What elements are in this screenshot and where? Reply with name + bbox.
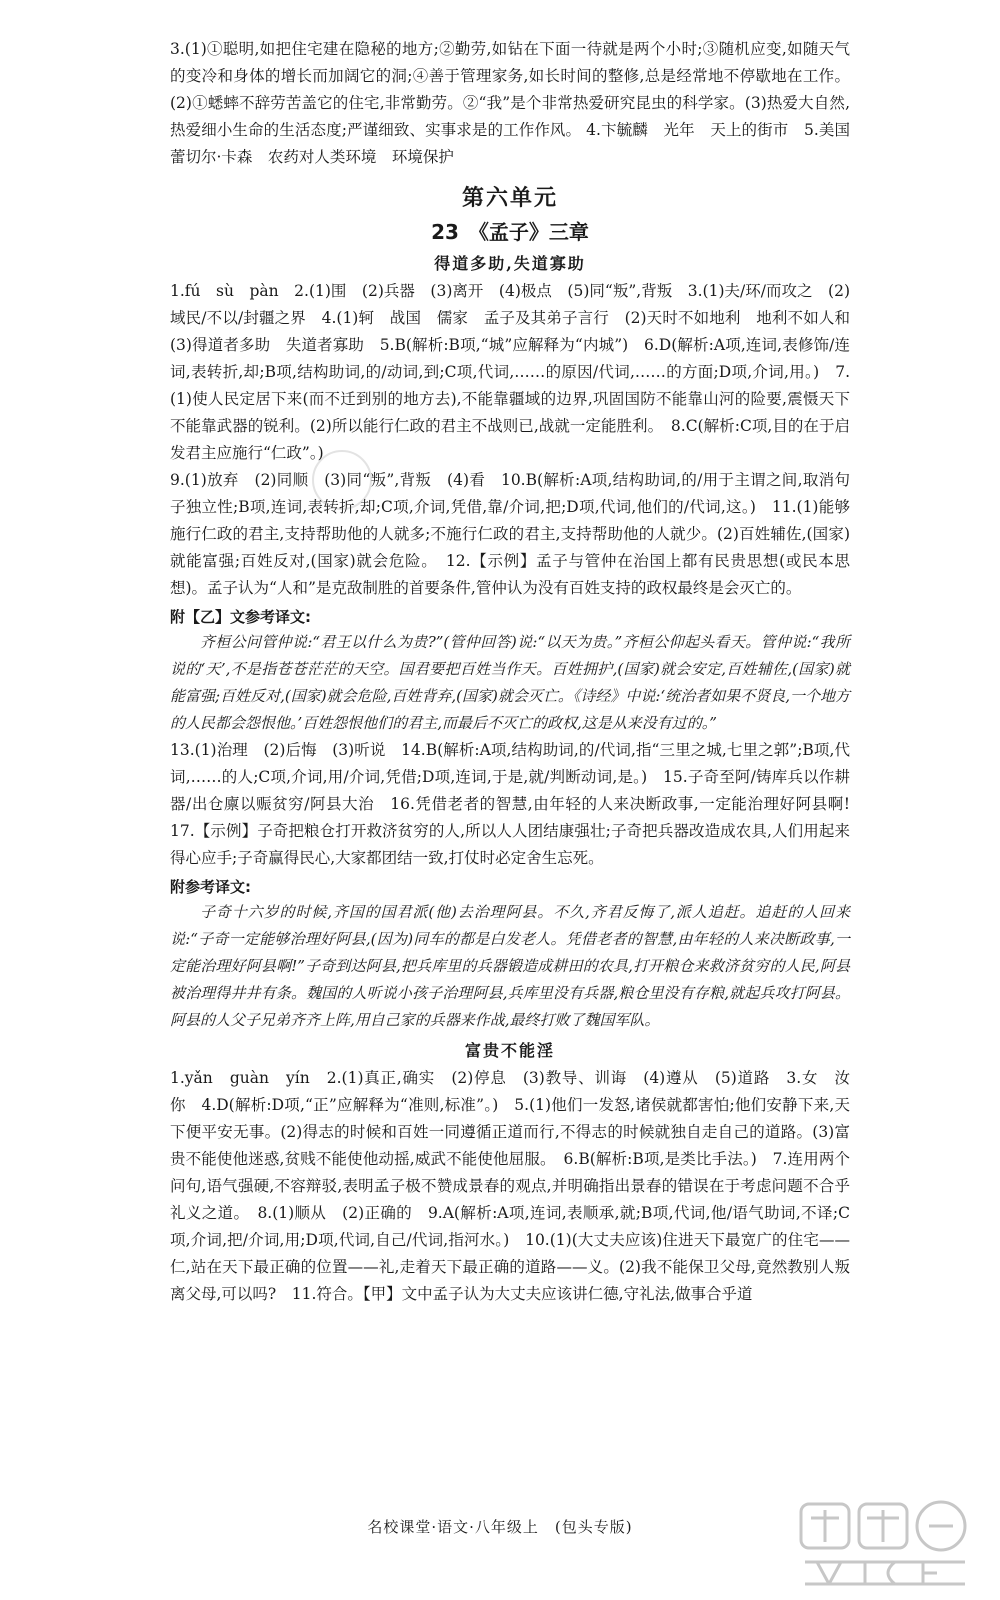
appendix-heading-ziqi: 附参考译文: <box>170 878 251 896</box>
paragraph-unit5-q3: 3.(1)①聪明,如把住宅建在隐秘的地方;②勤劳,如钻在下面一待就是两个小时;③随机应变,如随天气的变冷和身体的增长而加阔它的洞;④善于管理家务,如长时间的整修,总是经常地不停歇地在工作。(2)①蟋蟀不辞劳苦盖它的住宅,非常勤劳。②“我”是个非常热爱研究昆虫的科学家。(3)热爱大自然,热爱细小生命的生活态度;严谨细致、实事求是的工作作风。 4.卞毓麟 光年 天上的街市 5.美国 蕾切尔·卡森 农药对人类环境 环境保护 <box>170 40 866 166</box>
paragraph-ziqi-answers: 13.(1)治理 (2)后悔 (3)听说 14.B(解析:A项,结构助词,的/代词,指“三里之城,七里之郭”;B项,代词,……的人;C项,介词,用/介词,凭借;D项,连词,于是,就/判断动词,是。) 15.子奇至阿/铸库兵以作耕器/出仓廪以赈贫穷/阿县大治 16.凭借老者的智慧,由年轻的人来决断政事,一定能治理好阿县啊! 17.【示例】子奇把粮仓打开救济贫穷的人,所以人人团结康强壮;子奇把兵器改造成农具,人们用起来得心应手;子奇赢得民心,大家都团结一致,打仗时必定舍生忘死。 <box>170 741 866 867</box>
answer-page <box>170 36 866 1308</box>
faded-stamp-icon <box>312 450 372 510</box>
paragraph-fugui-answers: 1.yǎn guàn yín 2.(1)真正,确实 (2)停息 (3)教导、训诲 (4)遵从 (5)道路 3.女 汝 你 4.D(解析:D项,“正”应解释为“准则,标准”。) 5.(1)他们一发怒,诸侯就都害怕;他们安静下来,天下便平安无事。(2)得志的时候和百姓一同遵循正道而行,不得志的时候就独自走自己的道路。(3)富贵不能使他迷惑,贫贱不能使他动摇,威武不能使他屈服。 6.B(解析:B项,是类比手法。) 7.连用两个问句,语气强硬,不容辩驳,表明孟子极不赞成景春的观点,并明确指出景春的错误在于考虑问题不合乎礼义之道。 8.(1)顺从 (2)正确的 9.A(解析:A项,连词,表顺承,就;B项,代词,他/语气助词,不译;C项,介词,把/介词,用;D项,代词,自己/代词,指河水。) 10.(1)(大丈夫应该)住进天下最宽广的住宅——仁,站在天下最正确的位置——礼,走着天下最正确的道路——义。(2)我不能保卫父母,竟然教别人叛离父母,可以吗? 11.符合。【甲】文中孟子认为大丈夫应该讲仁德,守礼法,做事合乎道 <box>170 1069 866 1303</box>
translation-ziqi: 子奇十六岁的时候,齐国的国君派(他)去治理阿县。不久,齐君反悔了,派人追赶。追赶的人回来说:“子奇一定能够治理好阿县,(因为)同车的都是白发老人。凭借老者的智慧,由年轻的人来决断政事,一定能治理好阿县啊!”子奇到达阿县,把兵库里的兵器锻造成耕田的农具,打开粮仓来救济贫穷的人民,阿县被治理得井井有条。魏国的人听说小孩子治理阿县,兵库里没有兵器,粮仓里没有存粮,就起兵攻打阿县。阿县的人父子兄弟齐齐上阵,用自己家的兵器来作战,最终打败了魏国军队。 <box>170 903 850 1029</box>
section-title-fugui: 富贵不能淫 <box>464 1041 555 1060</box>
unit-title: 第六单元 <box>461 186 558 211</box>
appendix-heading-yi: 附【乙】文参考译文: <box>170 608 311 626</box>
paragraph-dedao-answers-1: 1.fú sù pàn 2.(1)围 (2)兵器 (3)离开 (4)极点 (5)同“叛”,背叛 3.(1)夫/环/而攻之 (2)域民/不以/封疆之界 4.(1)轲 战国 儒家 孟子及其弟子言行 (2)天时不如地利 地利不如人和 (3)得道者多助 失道者寡助 5.B(解析:B项,“城”应解释为“内城”) 6.D(解析:A项,连词,表修饰/连词,表转折,却;B项,结构助词,的/动词,到;C项,代词,……的原因/代词,……的方面;D项,介词,用。) 7.(1)使人民定居下来(而不迁到别的地方去),不能靠疆域的边界,巩固国防不能靠山河的险要,震慑天下不能靠武器的锐利。(2)所以能行仁政的君主不战则已,战就一定能胜利。 8.C(解析:C项,目的在于启发君主应施行“仁政”。) <box>170 282 866 462</box>
section-title-dedao: 得道多助,失道寡助 <box>434 254 586 273</box>
site-watermark-icon <box>795 1496 975 1592</box>
lesson-title: 23 《孟子》三章 <box>431 220 589 244</box>
paragraph-dedao-answers-2: 9.(1)放弃 (2)同顺 (3)同“叛”,背叛 (4)看 10.B(解析:A项,结构助词,的/用于主谓之间,取消句子独立性;B项,连词,表转折,却;C项,介词,凭借,靠/介词,把;D项,代词,他们的/代词,这。) 11.(1)能够施行仁政的君主,支持帮助他的人就多;不施行仁政的君主,支持帮助他的人就少。(2)百姓辅佐,(国家)就能富强;百姓反对,(国家)就会危险。 12.【示例】孟子与管仲在治国上都有民贵思想(或民本思想)。孟子认为“人和”是克敌制胜的首要条件,管仲认为没有百姓支持的政权最终是会灭亡的。 <box>170 471 850 597</box>
page-footer: 名校课堂·语文·八年级上 (包头专版) <box>367 1518 633 1536</box>
translation-yi: 齐桓公问管仲说:“君王以什么为贵?”(管仲回答)说:“以天为贵。”齐桓公仰起头看天。管仲说:“我所说的‘天’,不是指苍苍茫茫的天空。国君要把百姓当作天。百姓拥护,(国家)就会安定,百姓辅佐,(国家)就能富强;百姓反对,(国家)就会危险,百姓背弃,(国家)就会灭亡。《诗经》中说:‘统治者如果不贤良,一个地方的人民都会怨恨他。’百姓怨恨他们的君主,而最后不灭亡的政权,这是从来没有过的。” <box>170 633 850 732</box>
